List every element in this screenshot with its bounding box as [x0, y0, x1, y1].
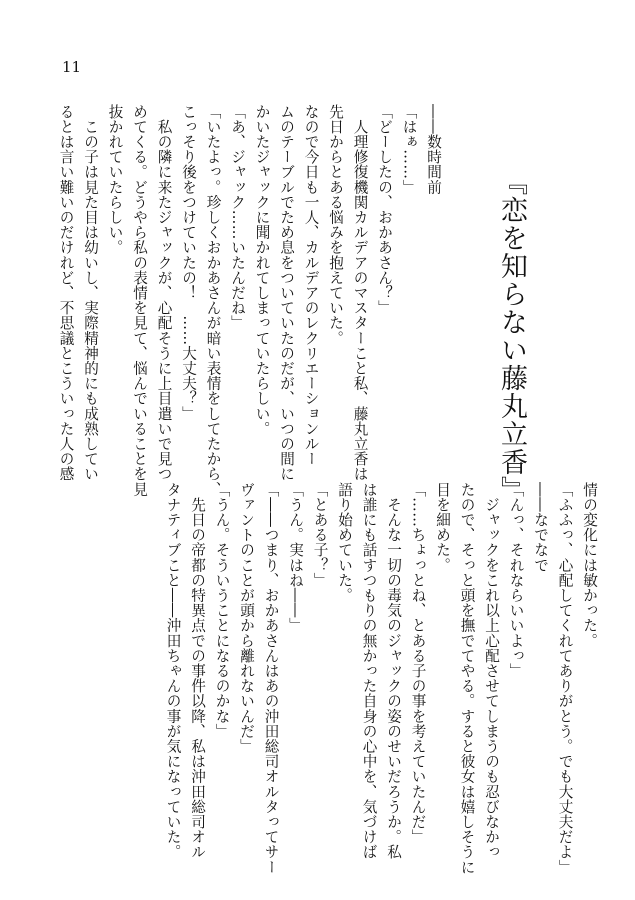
chapter-title: 『恋を知らない藤丸立香』 — [496, 168, 527, 504]
text-line: そんな一切の毒気のジャックの姿のせいだろうか。私 — [385, 482, 402, 860]
text-line: めてくる。どうやら私の表情を見て、悩んでいることを見 — [131, 104, 148, 497]
text-column-bottom — [160, 482, 601, 875]
text-line: 人理修復機関カルデアのマスターこと私、藤丸立香は — [351, 104, 369, 482]
text-line: 抜かれていたらしい。 — [106, 104, 124, 255]
text-line: 「んっ、それならいいよっ」 — [507, 482, 525, 679]
text-line: 「うん。実はね――」 — [287, 482, 304, 633]
text-column-top — [53, 104, 445, 497]
text-line: なので今日も一人、カルデアのレクリエーションルー — [302, 104, 320, 467]
text-line: 先日からとある悩みを抱えていた。 — [327, 104, 344, 346]
text-line: 「とある子？」 — [311, 482, 329, 588]
text-line: ――数時間前 — [425, 104, 442, 195]
text-line: ジャックをこれ以上心配させてしまうのも忍びなかっ — [483, 482, 500, 860]
text-line: ヴァントのことが頭から離れないんだ」 — [238, 482, 255, 754]
text-line: こっそり後をつけていたの！ ……大丈夫？」 — [180, 104, 197, 422]
text-line: 私の隣に来たジャックが、心配そうに上目遣いで見つ — [155, 104, 173, 482]
text-line: 「――つまり、おかあさんはあの沖田総司オルタってサー — [262, 482, 280, 875]
text-line: この子は見た目は幼いし、実際精神的にも成熟してい — [82, 104, 99, 482]
text-line: 「どーしたの、おかあさん？」 — [376, 104, 393, 316]
text-line: は誰にも話すつもりの無かった自身の心中を、気づけば — [360, 482, 378, 860]
text-line: 目を細めた。 — [434, 482, 451, 573]
page-number: 11 — [62, 58, 82, 76]
text-line: かいたジャックに聞かれてしまっていたらしい。 — [253, 104, 271, 437]
text-line: 「いたよっ。珍しくおかあさんが暗い表情をしてたから、 — [204, 104, 222, 497]
text-line: たので、そっと頭を撫でてやる。すると彼女は嬉しそうに — [458, 482, 476, 875]
text-line: 語り始めていた。 — [336, 482, 353, 603]
text-line: るとは言い難いのだけれど、不思議とこういった人の感 — [57, 104, 75, 482]
text-line: ムのテーブルでため息をついていたのだが、いつの間に — [278, 104, 295, 482]
text-line: 「はぁ……」 — [400, 104, 418, 195]
text-line: 情の変化には敏かった。 — [581, 482, 598, 649]
text-line: 「あ、ジャック……いたんだね」 — [229, 104, 246, 331]
text-line: タナティブこと――沖田ちゃんの事が気になっていた。 — [164, 482, 182, 860]
text-line: 「ふふっ、心配してくれてありがとう。でも大丈夫だよ」 — [556, 482, 574, 875]
text-line: 先日の帝都の特異点での事件以降、私は沖田総司オル — [189, 482, 206, 860]
text-line: 「……ちょっとね、とある子の事を考えていたんだ」 — [409, 482, 427, 845]
text-line: 「うん。そういうことになるのかな」 — [213, 482, 231, 739]
text-line: ――なでなで — [532, 482, 549, 573]
